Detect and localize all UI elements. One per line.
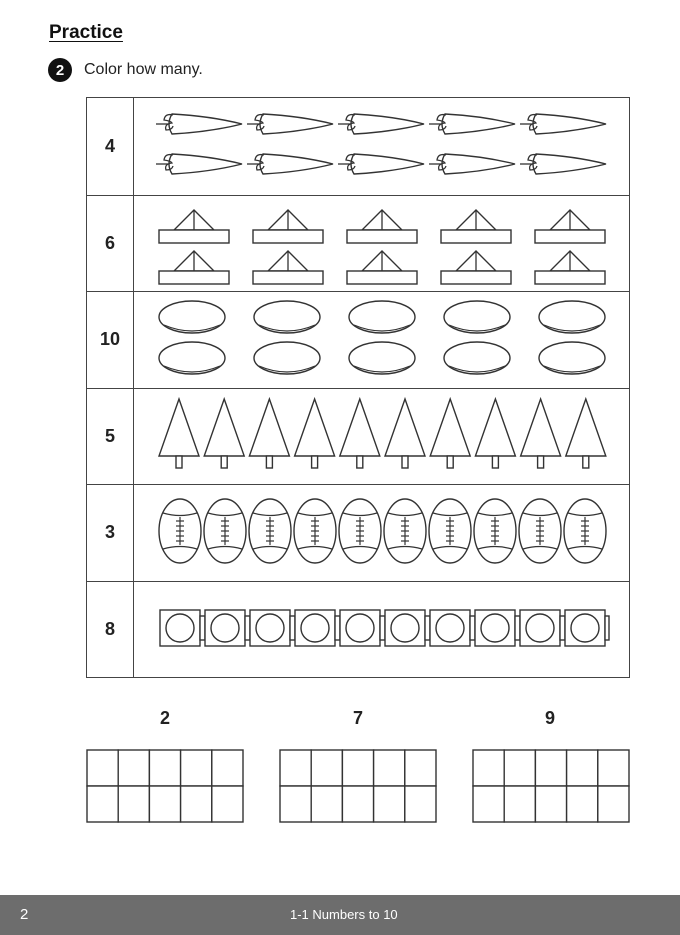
tree-icon <box>295 399 335 468</box>
carrot-icon <box>247 154 333 174</box>
boat-icon <box>535 210 605 243</box>
football-icon <box>249 499 291 563</box>
ten-frame-box <box>118 786 149 822</box>
football-icon <box>204 499 246 563</box>
carrot-icon <box>520 114 606 134</box>
ten-frame-box <box>405 750 436 786</box>
carrot-icon <box>338 114 424 134</box>
counter-block-icon <box>295 610 335 646</box>
football-icon <box>384 499 426 563</box>
plate-icon <box>539 342 605 374</box>
block-connector-icon <box>425 616 430 640</box>
counter-block-icon <box>340 610 380 646</box>
carrot-icon <box>338 154 424 174</box>
counter-block-icon <box>520 610 560 646</box>
football-icon <box>474 499 516 563</box>
row-count-label: 6 <box>87 196 134 292</box>
row-count-label: 3 <box>87 485 134 581</box>
football-icon <box>294 499 336 563</box>
block-connector-icon <box>470 616 475 640</box>
plate-icon <box>539 301 605 333</box>
ten-frame-box <box>598 786 629 822</box>
football-pictures <box>134 485 629 581</box>
plate-icon <box>349 301 415 333</box>
football-icon <box>564 499 606 563</box>
block-connector-icon <box>200 616 205 640</box>
counter-block-icon <box>250 610 290 646</box>
row-count-label: 5 <box>87 389 134 485</box>
counter-block-icon <box>475 610 515 646</box>
ten-frame <box>279 749 437 823</box>
plate-icon <box>349 342 415 374</box>
carrot-icon <box>520 154 606 174</box>
football-icon <box>159 499 201 563</box>
plate-icon <box>254 342 320 374</box>
tree-pictures <box>134 389 629 485</box>
tree-icon <box>340 399 380 468</box>
tree-icon <box>204 399 244 468</box>
carrot-icon <box>429 154 515 174</box>
tree-icon <box>385 399 425 468</box>
page-number: 2 <box>20 906 29 923</box>
ten-frame-box <box>212 750 243 786</box>
ten-frame-count-label: 2 <box>159 708 170 728</box>
ten-frame-box <box>535 750 566 786</box>
tree-icon <box>249 399 289 468</box>
tree-icon <box>475 399 515 468</box>
block-connector-icon <box>605 616 609 640</box>
football-icon <box>339 499 381 563</box>
ten-frame-box <box>598 750 629 786</box>
row-footballs <box>87 484 629 581</box>
boat-icon <box>253 210 323 243</box>
instruction-text: Color how many. <box>84 61 203 78</box>
ten-frame-box <box>212 786 243 822</box>
tree-icon <box>521 399 561 468</box>
boat-icon <box>441 251 511 284</box>
boat-icon <box>159 251 229 284</box>
ten-frame-box <box>473 750 504 786</box>
ten-frame-box <box>181 786 212 822</box>
football-icon <box>429 499 471 563</box>
ten-frame-box <box>405 786 436 822</box>
carrot-icon <box>429 114 515 134</box>
boat-pictures <box>134 196 629 292</box>
plate-pictures <box>134 292 629 388</box>
exercise-number-badge: 2 <box>48 58 72 82</box>
ten-frame-box <box>87 786 118 822</box>
counter-block-icon <box>385 610 425 646</box>
row-count-label: 10 <box>87 292 134 388</box>
footer-title: 1-1 Numbers to 10 <box>290 907 398 922</box>
row-counter-blocks <box>87 581 629 678</box>
ten-frame-box <box>374 750 405 786</box>
ten-frame-box <box>567 750 598 786</box>
counter-block-icon <box>565 610 605 646</box>
row-trees <box>87 388 629 485</box>
boat-icon <box>441 210 511 243</box>
block-connector-icon <box>515 616 520 640</box>
carrot-icon <box>156 154 242 174</box>
ten-frame <box>86 749 244 823</box>
plate-icon <box>254 301 320 333</box>
ten-frame-box <box>87 750 118 786</box>
ten-frame-box <box>342 786 373 822</box>
coloring-grid <box>86 97 630 678</box>
plate-icon <box>444 301 510 333</box>
row-boats <box>87 195 629 292</box>
boat-icon <box>347 251 417 284</box>
ten-frame-box <box>118 750 149 786</box>
ten-frame-count-label: 9 <box>544 708 555 728</box>
plate-icon <box>159 342 225 374</box>
block-connector-icon <box>335 616 340 640</box>
tree-icon <box>566 399 606 468</box>
exercise-instruction <box>48 58 203 82</box>
ten-frame-box <box>342 750 373 786</box>
row-count-label: 4 <box>87 98 134 195</box>
carrot-icon <box>247 114 333 134</box>
block-connector-icon <box>245 616 250 640</box>
ten-frame-box <box>149 750 180 786</box>
block-connector-icon <box>290 616 295 640</box>
row-plates <box>87 291 629 388</box>
ten-frame-box <box>473 786 504 822</box>
ten-frame-box <box>280 750 311 786</box>
counter-block-icon <box>160 610 200 646</box>
boat-icon <box>253 251 323 284</box>
ten-frame-box <box>311 750 342 786</box>
ten-frame-box <box>535 786 566 822</box>
boat-icon <box>347 210 417 243</box>
ten-frame-box <box>504 786 535 822</box>
row-carrots <box>87 98 629 195</box>
tree-icon <box>430 399 470 468</box>
ten-frame-box <box>149 786 180 822</box>
block-connector-icon <box>380 616 385 640</box>
plate-icon <box>444 342 510 374</box>
ten-frame-box <box>504 750 535 786</box>
ten-frame-box <box>181 750 212 786</box>
row-count-label: 8 <box>87 582 134 678</box>
plate-icon <box>159 301 225 333</box>
section-heading: Practice <box>49 22 123 43</box>
counter-block-icon <box>430 610 470 646</box>
ten-frame-box <box>280 786 311 822</box>
counter-block-icon <box>205 610 245 646</box>
tree-icon <box>159 399 199 468</box>
ten-frame-box <box>311 786 342 822</box>
boat-icon <box>535 251 605 284</box>
carrot-icon <box>156 114 242 134</box>
boat-icon <box>159 210 229 243</box>
ten-frame-box <box>567 786 598 822</box>
counter-block-pictures <box>134 582 629 678</box>
ten-frame-count-label: 7 <box>352 708 363 728</box>
ten-frame-box <box>374 786 405 822</box>
block-connector-icon <box>560 616 565 640</box>
page-footer <box>0 895 680 935</box>
carrot-pictures <box>134 98 629 195</box>
football-icon <box>519 499 561 563</box>
ten-frame <box>472 749 630 823</box>
